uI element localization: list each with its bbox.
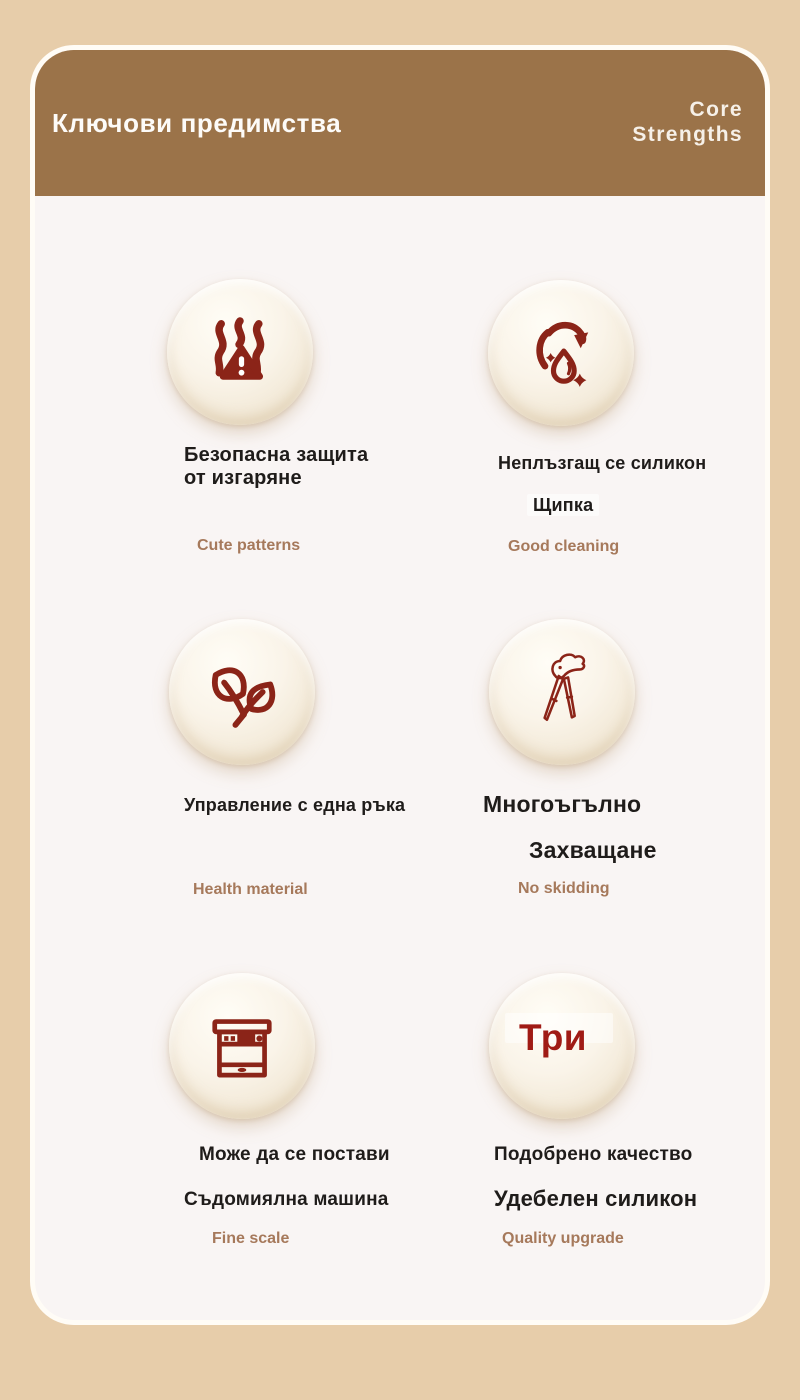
dishwasher-icon	[195, 999, 289, 1093]
feature-plate-dishwasher	[169, 973, 315, 1119]
feature-caption-non-slip: Good cleaning	[508, 538, 620, 555]
steam-warning-icon	[193, 305, 287, 399]
three-badge-text: Три	[519, 1017, 588, 1058]
feature-title-quality-line1: Подобрено качество	[494, 1144, 693, 1165]
feature-plate-multi-angle	[489, 619, 635, 765]
feature-caption-one-hand: Health material	[193, 881, 308, 898]
feature-title-line1: Безопасна защита	[184, 444, 369, 466]
feature-title-burn-protection	[184, 444, 368, 490]
feature-title-multi-angle-line1: Многоъгълно	[483, 791, 642, 817]
feature-caption-quality: Quality upgrade	[502, 1230, 624, 1247]
feature-title-quality-line2: Удебелен силикон	[494, 1186, 698, 1211]
feature-title-line2: от изгаряне	[184, 467, 302, 489]
feature-title-one-hand: Управление с една ръка	[184, 795, 406, 815]
page-title: Ключови предимства	[52, 107, 342, 138]
feature-plate-one-hand	[169, 619, 315, 765]
feature-card	[30, 45, 770, 1325]
feature-caption-dishwasher: Fine scale	[212, 1230, 290, 1247]
feature-title-non-slip-line1: Неплъзгащ се силикон	[498, 453, 707, 473]
feature-plate-quality	[489, 973, 635, 1119]
clean-drop-icon	[514, 306, 608, 400]
feature-caption-burn-protection: Cute patterns	[197, 537, 301, 554]
leaves-icon	[195, 645, 289, 739]
header-subtitle-line2: Strengths	[632, 123, 743, 146]
feature-plate-burn-protection	[167, 279, 313, 425]
header-subtitle	[632, 98, 743, 148]
feature-plate-non-slip	[488, 280, 634, 426]
feature-title-dishwasher-line2: Съдомиялна машина	[184, 1189, 389, 1210]
feature-title-non-slip-line2	[527, 495, 599, 516]
feature-title-multi-angle-line2: Захващане	[529, 837, 657, 863]
tongs-icon	[515, 645, 609, 739]
feature-title-dishwasher-line1: Може да се постави	[199, 1144, 390, 1165]
header-subtitle-line1: Core	[689, 98, 743, 122]
highlight-box: Щипка	[527, 494, 599, 516]
header-banner	[35, 50, 765, 196]
feature-caption-multi-angle: No skidding	[518, 880, 610, 897]
